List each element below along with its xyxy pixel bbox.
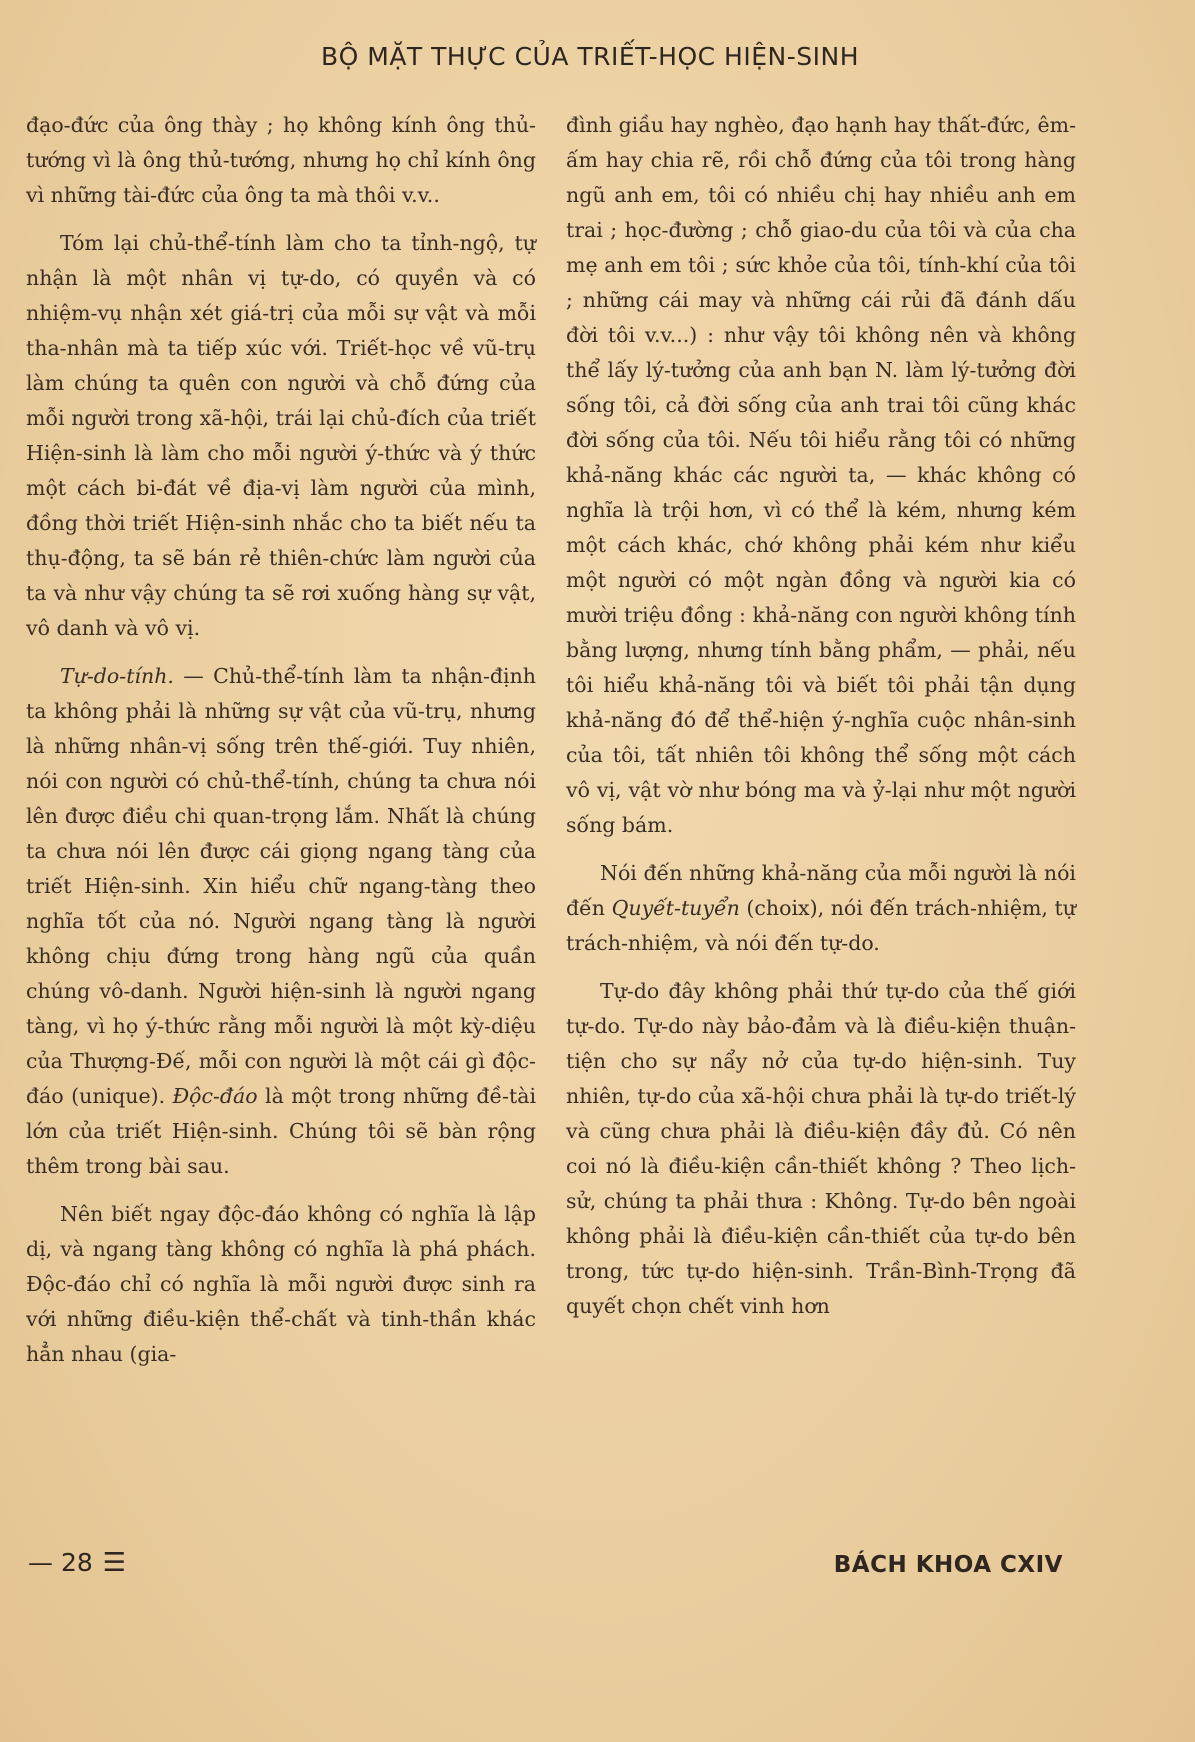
paragraph: Tự-do đây không phải thứ tự-do của thế giới tự-do. Tự-do này bảo-đảm và là điều-kiện thuận-tiện cho sự nẩy nở của tự-do hiện-sinh. Tuy nhiên, tự-do của xã-hội chưa phải là tự-do triết-lý và cũng chưa phải là điều-kiện đầy đủ. Có nên coi nó là điều-kiện cần-thiết không ? Theo lịch-sử, chúng ta phải thưa : Không. Tự-do bên ngoài không phải là điều-kiện cần-thiết của tự-do bên trong, tức tự-do hiện-sinh. Trần-Bình-Trọng đã quyết chọn chết vinh hơn — [566, 979, 1076, 1318]
paragraph-text: Nói đến những khả-năng của mỗi người là nói đến — [566, 861, 1076, 920]
paragraph — [26, 659, 536, 1184]
paragraph: Tóm lại chủ-thể-tính làm cho ta tỉnh-ngộ, tự nhận là một nhân vị tự-do, có quyền và có nhiệm-vụ nhận xét giá-trị của mỗi sự vật và mỗi tha-nhân mà ta tiếp xúc với. Triết-học về vũ-trụ làm chúng ta quên con người và chỗ đứng của mỗi người trong xã-hội, trái lại chủ-đích của triết Hiện-sinh là làm cho mỗi người ý-thức và ý thức một cách bi-đát về địa-vị làm người của mình, đồng thời triết Hiện-sinh nhắc cho ta biết nếu ta thụ-động, ta sẽ bán rẻ thiên-chức làm người của ta và như vậy chúng ta sẽ rơi xuống hàng sự vật, vô danh và vô vị. — [26, 231, 536, 640]
paragraph: Nên biết ngay độc-đáo không có nghĩa là lập dị, và ngang tàng không có nghĩa là phá phách. Độc-đáo chỉ có nghĩa là mỗi người được sinh ra với những điều-kiện thể-chất và tinh-thần khác hẳn nhau (gia- — [26, 1202, 536, 1366]
paragraph-text: — Chủ-thể-tính làm ta nhận-định ta không phải là những sự vật của vũ-trụ, nhưng là những nhân-vị sống trên thế-giới. Tuy nhiên, nói con người có chủ-thể-tính, chúng ta chưa nói lên được điều chi quan-trọng lắm. Nhất là chúng ta chưa nói lên được cái giọng ngang tàng của triết Hiện-sinh. Xin hiểu chữ ngang-tàng theo nghĩa tốt của nó. Người ngang tàng là người không chịu đứng trong hàng ngũ của quần chúng vô-danh. Người hiện-sinh là người ngang tàng, vì họ ý-thức rằng mỗi người là một kỳ-diệu của Thượng-Đế, mỗi con người là một cái gì độc-đáo (unique). — [26, 664, 536, 1108]
page-number — [28, 1548, 124, 1578]
running-header: BỘ MẶT THỰC CỦA TRIẾT-HỌC HIỆN-SINH — [320, 42, 859, 71]
paragraph-text: là một trong những đề-tài lớn của triết Hiện-sinh. Chúng tôi sẽ bàn rộng thêm trong bài sau. — [26, 1084, 536, 1178]
paragraph: đình giầu hay nghèo, đạo hạnh hay thất-đức, êm-ấm hay chia rẽ, rồi chỗ đứng của tôi trong hàng ngũ anh em, tôi có nhiều chị hay nhiều anh em trai ; học-đường ; chỗ giao-du của tôi và của cha mẹ anh em tôi ; sức khỏe của tôi, tính-khí của tôi ; những cái may và những cái rủi đã đánh dấu đời tôi v.v...) : như vậy tôi không nên và không thể lấy lý-tưởng của anh bạn N. làm lý-tưởng đời sống tôi, cả đời sống của anh trai tôi cũng khác đời sống của tôi. Nếu tôi hiểu rằng tôi có những khả-năng khác các người ta, — khác không có nghĩa là trội hơn, vì có thể là kém, nhưng kém một cách khác, chớ không phải kém như kiểu một người có một ngàn đồng và người kia có mười triệu đồng : khả-năng con người không tính bằng lượng, nhưng tính bằng phẩm, — phải, nếu tôi hiểu khả-năng tôi và biết tôi phải tận dụng khả-năng đó để thể-hiện ý-nghĩa cuộc nhân-sinh của tôi, tất nhiên tôi không thể sống một cách vô vị, vật vờ như bóng ma và ỷ-lại như một người sống bám. — [566, 113, 1076, 837]
paragraph — [566, 856, 1076, 961]
section-term: Tự-do-tính. — [60, 664, 174, 688]
journal-name: BÁCH KHOA CXIV — [833, 1552, 1063, 1578]
page-mark: ☰ — [102, 1548, 125, 1578]
right-column — [566, 108, 1076, 1337]
left-column — [26, 108, 536, 1385]
page-number-text: — 28 — [28, 1548, 93, 1577]
paragraph: đạo-đức của ông thày ; họ không kính ông thủ-tướng vì là ông thủ-tướng, nhưng họ chỉ kính ông vì những tài-đức của ông ta mà thôi v.v.. — [26, 113, 536, 207]
italic-term: Độc-đáo — [172, 1084, 258, 1108]
paragraph-text: (choix), nói đến trách-nhiệm, tự trách-nhiệm, và nói đến tự-do. — [566, 896, 1076, 955]
italic-term: Quyết-tuyển — [611, 896, 740, 920]
